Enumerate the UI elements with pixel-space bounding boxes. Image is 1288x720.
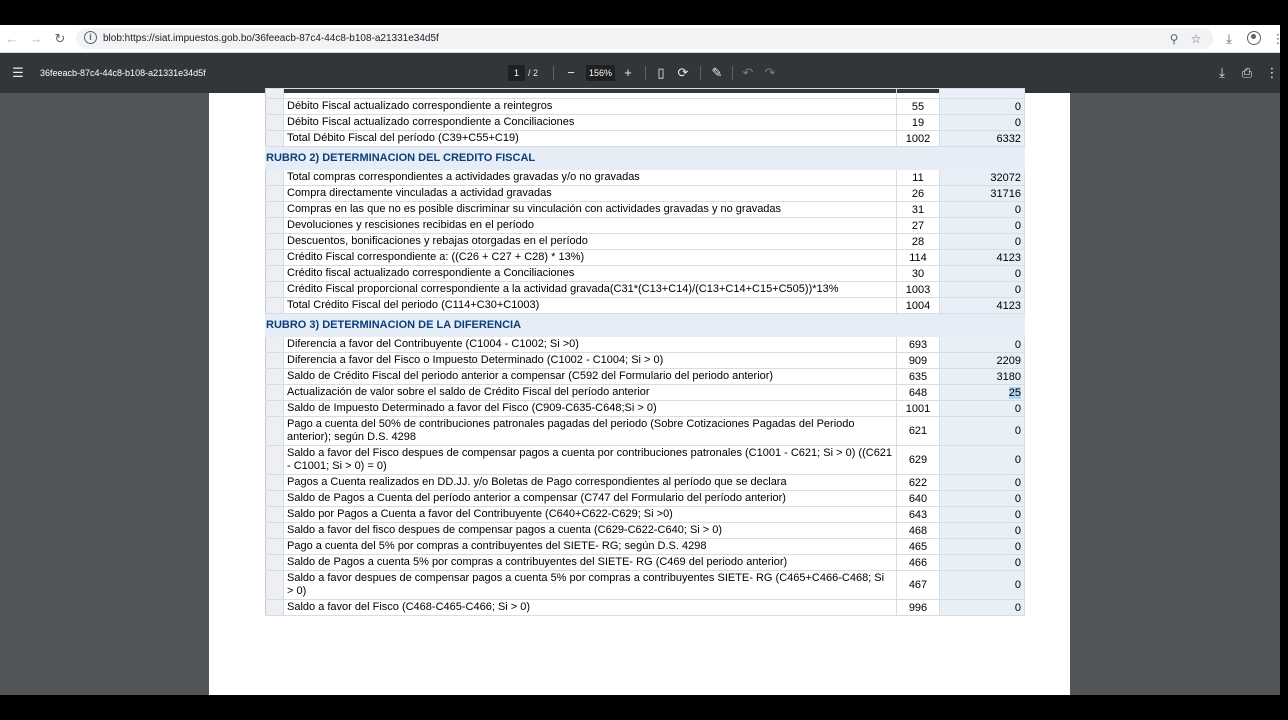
url-field[interactable] — [76, 28, 1213, 49]
row-code: 19 — [897, 115, 940, 131]
row-code: 1004 — [897, 298, 940, 314]
table-row — [266, 571, 1025, 600]
table-row — [266, 115, 1025, 131]
table-row — [266, 89, 1025, 99]
table-row — [266, 170, 1025, 186]
selected-text[interactable]: 25 — [1008, 386, 1021, 399]
row-value: 0 — [940, 115, 1025, 131]
section-header-row — [266, 147, 1025, 170]
row-code: 643 — [897, 507, 940, 523]
undo-icon[interactable]: ↶ — [742, 65, 754, 80]
row-code: 28 — [897, 234, 940, 250]
row-value: 0 — [940, 99, 1025, 115]
table-row — [266, 491, 1025, 507]
table-row — [266, 250, 1025, 266]
row-description: Saldo a favor del fisco despues de compensar pagos a cuenta (C629-C622-C640; Si > 0) — [284, 523, 897, 539]
window-top-strip — [0, 0, 1280, 25]
row-value: 0 — [940, 600, 1025, 616]
row-description: Saldo por Pagos a Cuenta a favor del Contribuyente (C640+C622-C629; Si >0) — [284, 507, 897, 523]
hamburger-menu-icon[interactable]: ☰ — [12, 65, 24, 80]
row-value: 0 — [940, 202, 1025, 218]
row-description: Diferencia a favor del Fisco o Impuesto Determinado (C1002 - C1004; Si > 0) — [284, 353, 897, 369]
table-row — [266, 475, 1025, 491]
row-code: 640 — [897, 491, 940, 507]
row-code: 31 — [897, 202, 940, 218]
row-description: Saldo a favor despues de compensar pagos a cuenta 5% por compras a contribuyentes SIETE- RG (C465+C466-C468; Si > 0) — [284, 571, 897, 600]
toolbar-divider — [553, 66, 554, 80]
table-row — [266, 99, 1025, 115]
row-code: 1003 — [897, 282, 940, 298]
row-description: Compra directamente vinculadas a actividad gravadas — [284, 186, 897, 202]
table-row — [266, 555, 1025, 571]
print-icon[interactable]: ⎙ — [1241, 65, 1253, 80]
row-description: Saldo a favor del Fisco despues de compensar pagos a cuenta por contribuciones patronales (C1001 - C621; Si > 0) ((C621 - C1001; Si > 0) = 0) — [284, 446, 897, 475]
redo-icon[interactable]: ↷ — [764, 65, 776, 80]
row-description: Crédito Fiscal correspondiente a: ((C26 + C27 + C28) * 13%) — [284, 250, 897, 266]
row-value: 0 — [940, 417, 1025, 446]
pdf-document-title: 36feeacb-87c4-44c8-b108-a21331e34d5f — [40, 68, 206, 78]
url-text[interactable]: blob:https://siat.impuestos.gob.bo/36feeacb-87c4-44c8-b108-a21331e34d5f — [103, 33, 439, 44]
row-value: 0 — [940, 491, 1025, 507]
row-description: Descuentos, bonificaciones y rebajas otorgadas en el período — [284, 234, 897, 250]
row-code: 114 — [897, 250, 940, 266]
row-value: 0 — [940, 337, 1025, 353]
row-code: 1002 — [897, 131, 940, 147]
table-row — [266, 369, 1025, 385]
pdf-more-options-icon[interactable]: ⋮ — [1265, 65, 1279, 80]
row-value: 0 — [940, 266, 1025, 282]
site-info-icon[interactable]: i — [84, 31, 97, 44]
table-row — [266, 523, 1025, 539]
window-bottom-strip — [0, 695, 1280, 720]
row-code: 622 — [897, 475, 940, 491]
forward-arrow-icon[interactable]: → — [29, 31, 43, 46]
zoom-in-icon[interactable]: + — [624, 65, 632, 80]
annotate-pen-icon[interactable]: ✎ — [711, 65, 723, 80]
row-description: Devoluciones y rescisiones recibidas en el período — [284, 218, 897, 234]
row-description: Pagos a Cuenta realizados en DD.JJ. y/o Boletas de Pago correspondientes al período que se declara — [284, 475, 897, 491]
row-description: Saldo de Impuesto Determinado a favor del Fisco (C909-C635-C648;Si > 0) — [284, 401, 897, 417]
row-code: 648 — [897, 385, 940, 401]
table-row — [266, 218, 1025, 234]
row-value: 2209 — [940, 353, 1025, 369]
table-row — [266, 131, 1025, 147]
table-row — [266, 353, 1025, 369]
row-description: Diferencia a favor del Contribuyente (C1004 - C1002; Si >0) — [284, 337, 897, 353]
row-value: 0 — [940, 282, 1025, 298]
table-row — [266, 202, 1025, 218]
row-code: 468 — [897, 523, 940, 539]
bookmark-star-icon[interactable]: ☆ — [1190, 32, 1202, 46]
row-value: 0 — [940, 539, 1025, 555]
pdf-page — [209, 93, 1070, 695]
table-row — [266, 446, 1025, 475]
row-value: 3180 — [940, 369, 1025, 385]
row-code: 1001 — [897, 401, 940, 417]
fit-page-icon[interactable]: ▯ — [657, 65, 665, 80]
row-value: 0 — [940, 401, 1025, 417]
row-value: 0 — [940, 555, 1025, 571]
page-total: / 2 — [528, 68, 539, 78]
pdf-viewer-area[interactable] — [0, 93, 1280, 695]
row-value: 6332 — [940, 131, 1025, 147]
zoom-magnifier-icon[interactable]: ⚲ — [1169, 32, 1179, 46]
form-table — [265, 88, 1025, 616]
table-row — [266, 507, 1025, 523]
row-value: 4123 — [940, 250, 1025, 266]
profile-avatar-icon[interactable] — [1247, 31, 1261, 45]
back-arrow-icon[interactable]: ← — [5, 31, 19, 46]
browser-address-bar — [0, 25, 1285, 53]
table-row — [266, 417, 1025, 446]
row-description: Compras en las que no es posible discriminar su vinculación con actividades gravadas y no gravadas — [284, 202, 897, 218]
toolbar-divider — [732, 66, 733, 80]
row-description: Saldo de Crédito Fiscal del periodo anterior a compensar (C592 del Formulario del periodo anterior) — [284, 369, 897, 385]
row-description: Crédito fiscal actualizado correspondiente a Conciliaciones — [284, 266, 897, 282]
row-description: Débito Fiscal actualizado correspondiente a Conciliaciones — [284, 115, 897, 131]
page-number-input[interactable]: 1 — [508, 65, 525, 81]
row-description: Saldo de Pagos a Cuenta del período anterior a compensar (C747 del Formulario del período anterior) — [284, 491, 897, 507]
table-row — [266, 385, 1025, 401]
row-value-selected[interactable] — [940, 385, 1025, 401]
row-description: Total Crédito Fiscal del periodo (C114+C30+C1003) — [284, 298, 897, 314]
row-code: 467 — [897, 571, 940, 600]
row-value: 31716 — [940, 186, 1025, 202]
row-value: 0 — [940, 234, 1025, 250]
toolbar-divider — [645, 66, 646, 80]
table-row — [266, 401, 1025, 417]
row-code: 996 — [897, 600, 940, 616]
row-description: Total Débito Fiscal del período (C39+C55+C19) — [284, 131, 897, 147]
row-code: 55 — [897, 99, 940, 115]
row-value: 0 — [940, 507, 1025, 523]
download-icon[interactable]: ⤓ — [1226, 31, 1232, 46]
row-code: 465 — [897, 539, 940, 555]
row-code: 466 — [897, 555, 940, 571]
row-code: 621 — [897, 417, 940, 446]
table-row — [266, 186, 1025, 202]
table-row — [266, 266, 1025, 282]
table-row — [266, 234, 1025, 250]
row-description: Crédito Fiscal proporcional correspondiente a la actividad gravada(C31*(C13+C14)/(C13+C14+C15+C505))*13% — [284, 282, 897, 298]
table-row — [266, 298, 1025, 314]
row-description: Débito Fiscal actualizado correspondiente a reintegros — [284, 99, 897, 115]
pdf-download-icon[interactable]: ⤓ — [1219, 65, 1225, 80]
row-code: 635 — [897, 369, 940, 385]
reload-icon[interactable]: ↻ — [54, 31, 66, 46]
row-value: 0 — [940, 218, 1025, 234]
row-description: Total compras correspondientes a actividades gravadas y/o no gravadas — [284, 170, 897, 186]
row-code: 11 — [897, 170, 940, 186]
table-row — [266, 600, 1025, 616]
row-description: Pago a cuenta del 5% por compras a contribuyentes del SIETE- RG; según D.S. 4298 — [284, 539, 897, 555]
section-title: RUBRO 2) DETERMINACION DEL CREDITO FISCAL — [266, 147, 1025, 170]
row-value: 32072 — [940, 170, 1025, 186]
zoom-out-icon[interactable]: − — [567, 65, 575, 80]
row-value: 0 — [940, 523, 1025, 539]
row-value: 0 — [940, 475, 1025, 491]
row-code: 27 — [897, 218, 940, 234]
row-value: 0 — [940, 571, 1025, 600]
row-description: Saldo de Pagos a cuenta 5% por compras a contribuyentes del SIETE- RG (C469 del periodo anterior) — [284, 555, 897, 571]
row-code: 909 — [897, 353, 940, 369]
browser-menu-icon[interactable]: ⋮ — [1271, 31, 1285, 46]
table-row — [266, 282, 1025, 298]
row-code: 693 — [897, 337, 940, 353]
row-description: Saldo a favor del Fisco (C468-C465-C466; Si > 0) — [284, 600, 897, 616]
row-description: Pago a cuenta del 50% de contribuciones patronales pagadas del periodo (Sobre Cotizaciones Pagadas del Periodo anterior); según D.S. 4298 — [284, 417, 897, 446]
section-title: RUBRO 3) DETERMINACION DE LA DIFERENCIA — [266, 314, 1025, 337]
row-value: 0 — [940, 446, 1025, 475]
rotate-icon[interactable]: ⟳ — [677, 65, 689, 80]
row-description: Actualización de valor sobre el saldo de Crédito Fiscal del período anterior — [284, 385, 897, 401]
table-row — [266, 337, 1025, 353]
zoom-level-input[interactable]: 156% — [586, 65, 615, 81]
pdf-toolbar — [0, 53, 1280, 93]
table-row — [266, 539, 1025, 555]
toolbar-divider — [700, 66, 701, 80]
row-value: 4123 — [940, 298, 1025, 314]
row-code: 30 — [897, 266, 940, 282]
row-code: 26 — [897, 186, 940, 202]
section-header-row — [266, 314, 1025, 337]
row-code: 629 — [897, 446, 940, 475]
